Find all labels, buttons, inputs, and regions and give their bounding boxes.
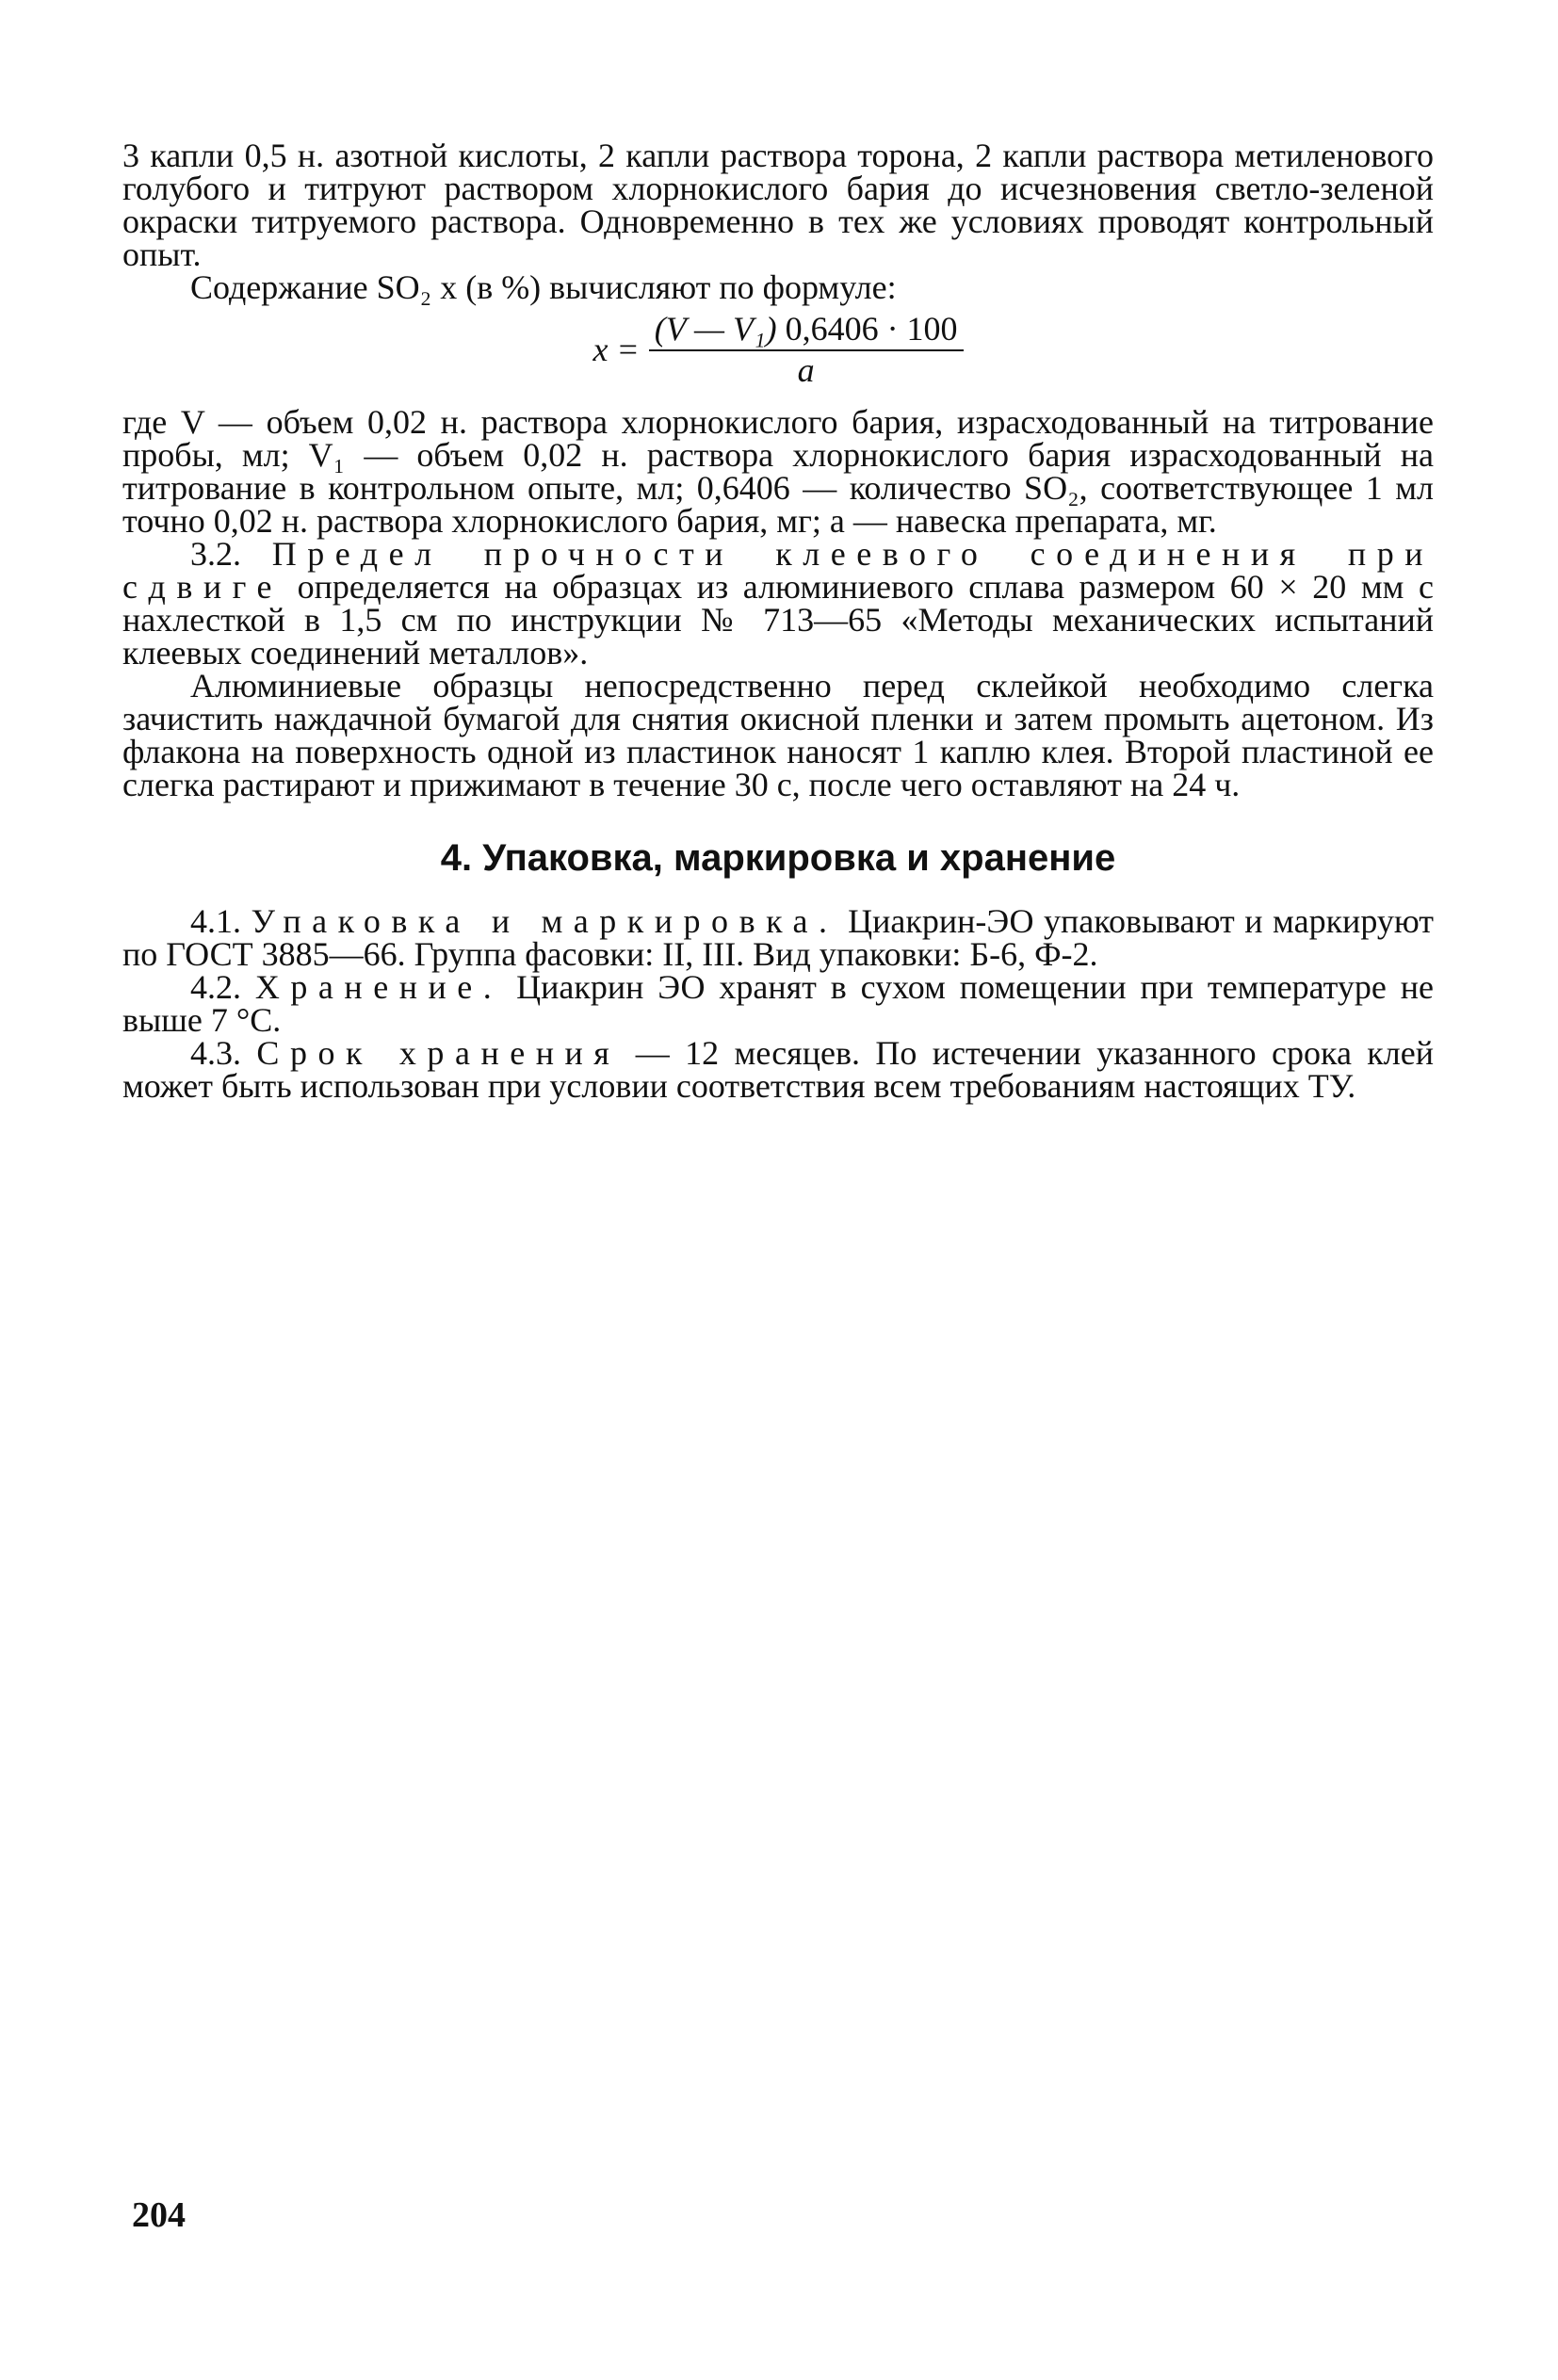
item-4-3-term: Срок хранения [256,1034,621,1072]
item-4-3-number: 4.3. [190,1034,257,1072]
paragraph-sample-prep: Алюминиевые образцы непосредственно перед склейкой необходимо слегка зачистить наждачной бумагой для снятия окисной пленки и затем промыть ацетоном. Из флакона на поверхность одной из пластинок наносят 1 каплю клея. Второй пластиной ее слегка растирают и прижимают в течение 30 с, после чего оставляют на 24 ч. [122,667,1434,803]
formula-fraction [649,310,964,389]
item-4-3 [122,1034,1435,1105]
text-block [122,139,1434,1103]
paragraph-formula-legend: где V — объем 0,02 н. раствора хлорнокислого бария, израсходованный на титрование пробы, мл; V₁ — объем 0,02 н. раствора хлорнокислого бария израсходованный на титрование в контрольном опыте, мл; 0,6406 — количество SO₂, соответствующее 1 мл точно 0,02 н. раствора хлорнокислого бария, мг; a — навеска препарата, мг. [122,403,1434,540]
item-4-2-term: Хранение. [254,968,503,1006]
paragraph-titration: 3 капли 0,5 н. азотной кислоты, 2 капли раствора торона, 2 капли раствора метиленового голубого и титруют раствором хлорнокислого бария до исчезновения светло-зеленой окраски титруемого раствора. Одновременно в тех же условиях проводят контрольный опыт. [122,137,1434,273]
item-4-2 [122,968,1435,1039]
section-heading: 4. Упаковка, маркировка и хранение [440,837,1116,879]
item-4-3-text: — 12 месяцев. По истечении указанного срока клей может быть использован при условии соответствия всем требованиям настоящих ТУ. [122,1034,1435,1105]
item-4-2-text: Циакрин ЭО хранят в сухом помещении при температуре не выше 7 °C. [122,968,1435,1039]
item-3-2 [122,535,1435,672]
formula-numerator-rest: 0,6406 · 100 [776,310,958,348]
formula-numerator-vars: (V — V₁) [654,310,777,348]
paragraph-formula-intro: Содержание SO₂ x (в %) вычисляют по формуле: [190,268,897,306]
item-4-2-number: 4.2. [190,968,255,1006]
page-number: 204 [132,2195,186,2235]
item-3-2-text: определяется на образцах из алюминиевого сплава размером 60 × 20 мм с нахлесткой в 1,5 см по инструкции № 713—65 «Методы механических испытаний клеевых соединений металлов». [122,568,1434,672]
item-4-1-number: 4.1. [190,902,252,940]
formula-lhs: x = [592,330,640,368]
item-4-1-text: Циакрин-ЭО упаковывают и маркируют по ГОСТ 3885—66. Группа фасовки: II, III. Вид упаковки: Б-6, Ф-2. [122,902,1435,973]
item-3-2-term: Предел прочности клеевого соединения при сдвиге [122,535,1435,606]
formula-denominator: a [797,351,815,389]
so2-formula [122,310,1434,389]
item-3-2-number: 3.2. [190,535,272,573]
formula-numerator [649,310,964,351]
item-4-1-term: Упаковка и маркировка. [251,902,838,940]
item-4-1 [122,902,1435,973]
